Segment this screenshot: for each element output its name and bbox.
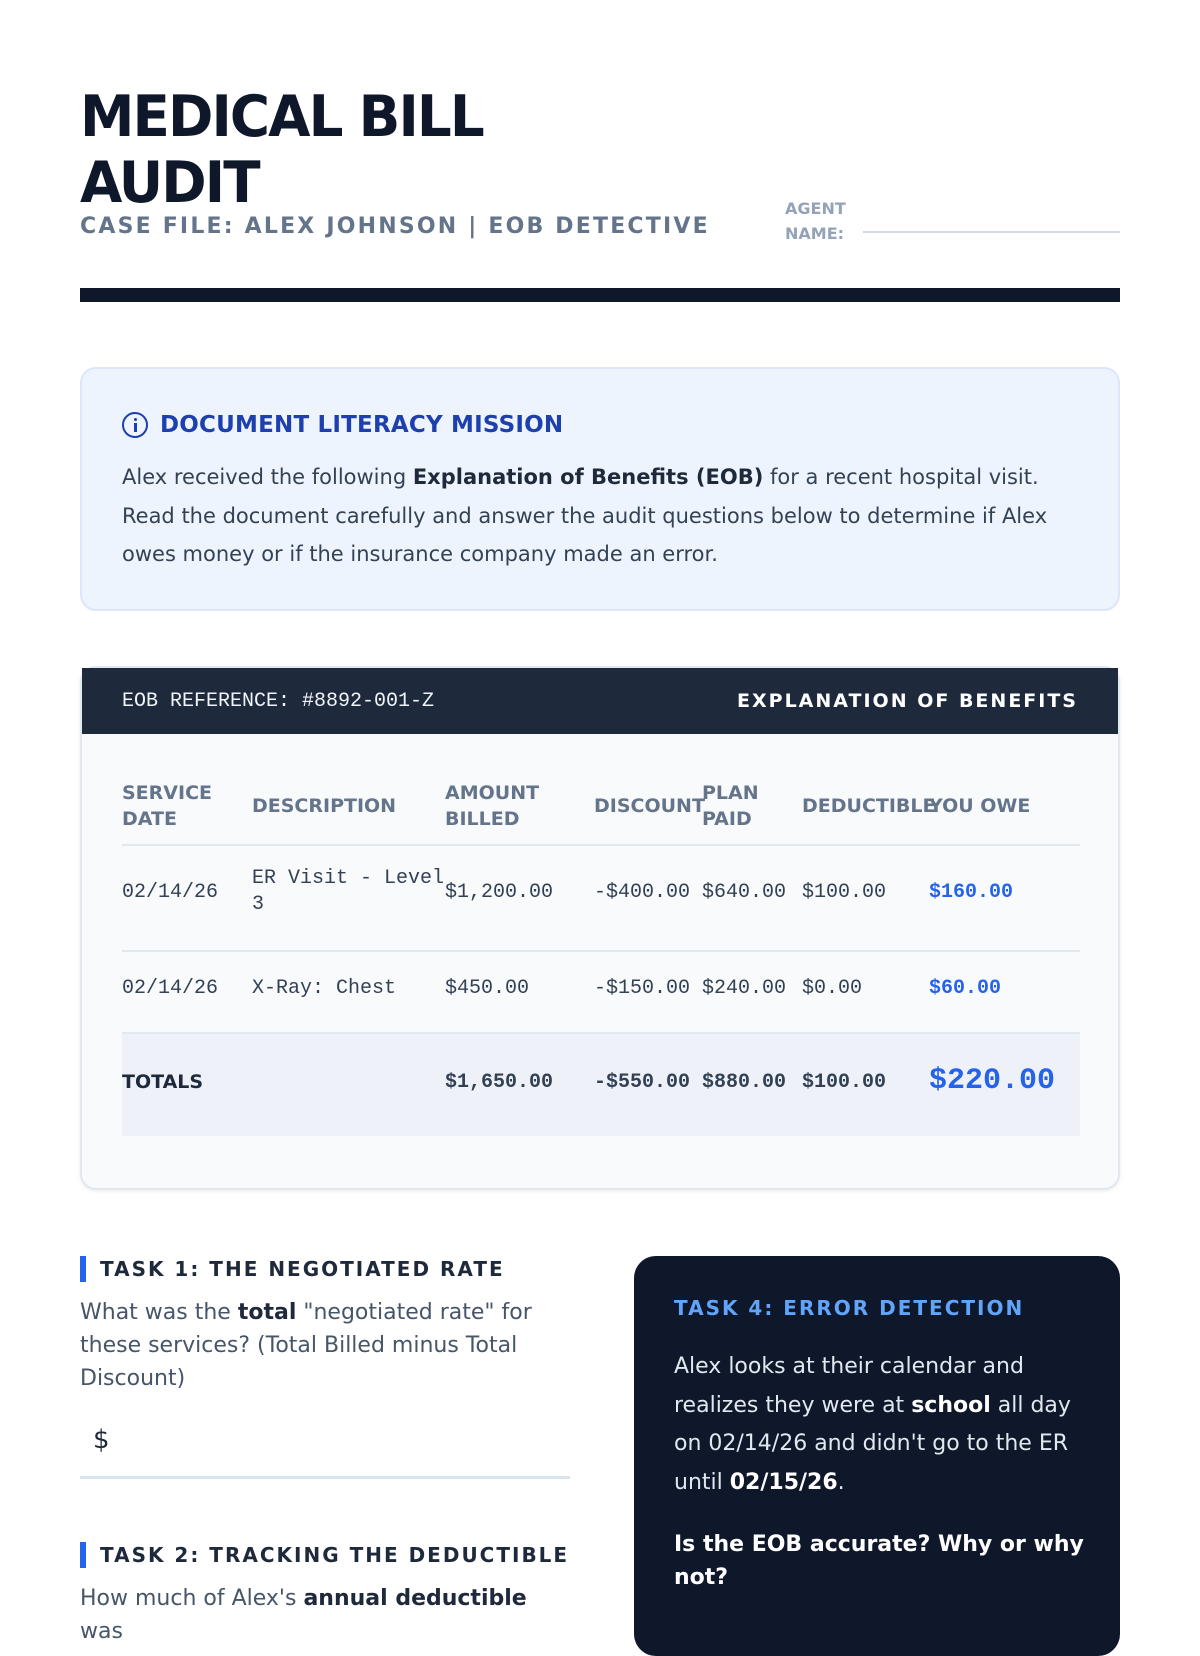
task-1-question-end: "negotiated rate" for these services? (Total Billed minus Total Discount) xyxy=(80,1300,532,1391)
eob-label: EXPLANATION OF BENEFITS xyxy=(737,690,1078,712)
row-1-description: ER Visit - Level 3 xyxy=(252,867,445,916)
task-4-heading: TASK 4: ERROR DETECTION xyxy=(674,1296,1025,1320)
column-header-service-date: SERVICE DATE xyxy=(122,782,212,830)
page-header xyxy=(80,80,1120,302)
column-header-you-owe: YOU OWE xyxy=(929,795,1031,817)
task-4-bold-2: 02/15/26 xyxy=(729,1469,838,1495)
info-icon xyxy=(122,412,148,438)
page-title: MEDICAL BILL AUDIT xyxy=(80,84,483,216)
row-1-billed: $1,200.00 xyxy=(445,881,554,904)
row-2-discount: -$150.00 xyxy=(594,977,691,1000)
task-4-text-1: Alex looks at their calendar and realizes they were at xyxy=(674,1354,1024,1418)
totals-discount: -$550.00 xyxy=(594,1071,691,1094)
task-4-question: Is the EOB accurate? Why or why not? xyxy=(674,1532,1084,1590)
task-2-question-end: was xyxy=(80,1619,123,1644)
mission-text xyxy=(122,458,1072,574)
mission-text-start: Alex received the following xyxy=(122,465,413,489)
totals-billed: $1,650.00 xyxy=(445,1071,554,1094)
task-1-answer-field[interactable] xyxy=(80,1415,570,1479)
task-1-question-bold: total xyxy=(237,1300,297,1325)
row-2-date: 02/14/26 xyxy=(122,977,219,1000)
row-divider xyxy=(122,950,1080,952)
eob-header-bar xyxy=(82,668,1118,734)
agent-name-line[interactable] xyxy=(863,231,1120,233)
column-header-amount-billed: AMOUNT BILLED xyxy=(445,782,540,830)
totals-label: TOTALS xyxy=(122,1071,204,1093)
task-2 xyxy=(80,1542,570,1648)
row-2-plan-paid: $240.00 xyxy=(702,977,787,1000)
row-1-plan-paid: $640.00 xyxy=(702,881,787,904)
task-1-question-start: What was the xyxy=(80,1300,238,1325)
row-2-you-owe: $60.00 xyxy=(929,977,1002,1000)
worksheet-page xyxy=(80,0,1120,1644)
row-2-description: X-Ray: Chest xyxy=(252,977,397,1000)
dollar-prefix: $ xyxy=(93,1425,110,1455)
mission-text-end: for a recent hospital visit. Read the document carefully and answer the audit questions below to determine if Alex owes money or if the insurance company made an error. xyxy=(122,465,1048,566)
row-2-deductible: $0.00 xyxy=(802,977,863,1000)
mission-text-bold: Explanation of Benefits (EOB) xyxy=(412,465,764,489)
task-2-question-start: How much of Alex's xyxy=(80,1586,304,1611)
row-1-discount: -$400.00 xyxy=(594,881,691,904)
eob-card xyxy=(80,666,1120,1190)
header-divider xyxy=(122,844,1080,846)
task-1-heading: TASK 1: THE NEGOTIATED RATE xyxy=(80,1256,570,1282)
mission-header xyxy=(122,412,563,438)
task-1-question xyxy=(80,1296,570,1395)
eob-reference: EOB REFERENCE: #8892-001-Z xyxy=(122,690,435,713)
totals-you-owe: $220.00 xyxy=(929,1064,1056,1098)
row-1-date: 02/14/26 xyxy=(122,881,219,904)
row-1-you-owe: $160.00 xyxy=(929,881,1014,904)
totals-plan-paid: $880.00 xyxy=(702,1071,787,1094)
row-2-billed: $450.00 xyxy=(445,977,530,1000)
header-divider xyxy=(80,288,1120,302)
column-header-plan-paid: PLAN PAID xyxy=(702,782,759,830)
task-2-heading: TASK 2: TRACKING THE DEDUCTIBLE xyxy=(80,1542,570,1568)
agent-name-label: AGENT NAME: xyxy=(785,199,846,243)
case-file-subtitle: CASE FILE: ALEX JOHNSON | EOB DETECTIVE xyxy=(80,214,710,239)
totals-deductible: $100.00 xyxy=(802,1071,887,1094)
column-header-description: DESCRIPTION xyxy=(252,795,397,817)
task-4-bold-1: school xyxy=(911,1392,991,1418)
mission-box xyxy=(80,367,1120,611)
task-4-text-3: . xyxy=(837,1469,845,1495)
task-1 xyxy=(80,1256,570,1479)
task-2-question-bold: annual deductible xyxy=(303,1586,527,1611)
column-header-discount: DISCOUNT xyxy=(594,795,705,817)
task-4-scenario xyxy=(674,1348,1084,1502)
agent-name-field[interactable] xyxy=(785,196,1120,246)
column-header-deductible: DEDUCTIBLE xyxy=(802,795,936,817)
task-2-question xyxy=(80,1582,570,1648)
task-4-text-2: all day on 02/14/26 and didn't go to the ER until xyxy=(674,1392,1071,1495)
mission-title: DOCUMENT LITERACY MISSION xyxy=(160,412,564,438)
task-4-card xyxy=(634,1256,1120,1656)
row-1-deductible: $100.00 xyxy=(802,881,887,904)
